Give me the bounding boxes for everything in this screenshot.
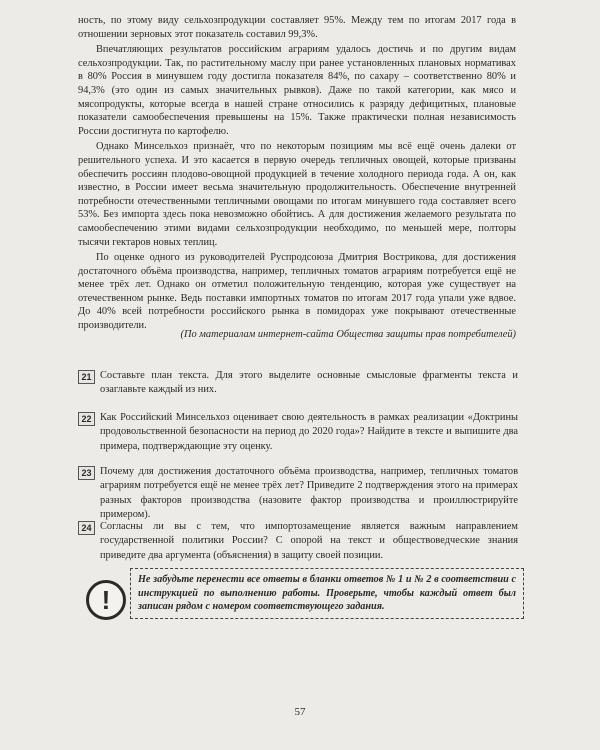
paragraph-4: По оценке одного из руководителей Руспродсоюза Дмитрия Вострикова, для достижения достаточного объёма производства, например, тепличных томатов аграриям потребуется ещё не менее трёх лет. Однако он отметил положительную тенденцию, которая уже существует на отечественном рынке. Ведь поставки импортных томатов по итогам 2017 года упали уже вдвое. До 40% всей потребности российского рынка в помидорах уже покрывают отечественные производители. bbox=[78, 252, 516, 332]
task-21 bbox=[78, 369, 518, 398]
warning-box: Не забудьте перенести все ответы в бланки ответов № 1 и № 2 в соответствии с инструкцией по выполнению работы. Проверьте, чтобы каждый ответ был записан рядом с номером соответствующего задания. bbox=[130, 568, 524, 619]
source-citation: (По материалам интернет-сайта Общества защиты прав потребителей) bbox=[180, 329, 516, 340]
task-number-box: 21 bbox=[78, 370, 95, 384]
task-22 bbox=[78, 411, 518, 454]
task-number-box: 24 bbox=[78, 521, 95, 535]
page-number: 57 bbox=[294, 706, 306, 718]
paragraph-2: Впечатляющих результатов российским аграриям удалось достичь и по другим видам сельхозпродукции. Так, по растительному маслу при ранее установленных плановых нормативах в 80% Россия в минувшем году достигла показателя 84%, по сахару – соответственно 80% и 94,3% (это один из самых значительных рывков). Даже по такой категории, как мясо и мясопродукты, которые всегда в нашей стране относились к разряду дефицитных, плановые показатели самообеспечения превышены на 15%. Также практически полная независимость России достигнута по картофелю. bbox=[78, 44, 516, 137]
task-number-box: 23 bbox=[78, 466, 95, 480]
task-text: Составьте план текста. Для этого выделите основные смысловые фрагменты текста и озаглавьте каждый из них. bbox=[100, 370, 518, 396]
task-text: Почему для достижения достаточного объёма производства, например, тепличных томатов аграриям потребуется ещё не менее трёх лет? Приведите 2 подтверждения этого на примерах разных факторов производства (назовите фактор производства и проиллюстрируйте примером). bbox=[100, 466, 518, 521]
task-text: Согласны ли вы с тем, что импортозамещение является важным направлением государственной политики России? С опорой на текст и обществоведческие знания приведите два аргумента (объяснения) в защиту своей позиции. bbox=[100, 521, 518, 561]
paragraph-3: Однако Минсельхоз признаёт, что по некоторым позициям мы всё ещё очень далеки от решительного успеха. И это касается в первую очередь тепличных овощей, которые призваны обеспечить россиян плодово-овощной продукцией в течение холодного периода года. А он, как известно, в России имеет весьма значительную продолжительность. Обеспечение внутренней потребности отечественными тепличными овощами по итогам минувшего года составляет всего 53%. Без импорта здесь пока невозможно обойтись. А для достижения желаемого результата по самообеспечению этими видами сельхозпродукции необходимо, по меньшей мере, полторы тысячи гектаров новых теплиц. bbox=[78, 141, 516, 248]
task-number-box: 22 bbox=[78, 412, 95, 426]
task-text: Как Российский Минсельхоз оценивает свою деятельность в рамках реализации «Доктрины продовольственной безопасности на период до 2020 года»? Найдите в тексте и выпишите два примера, подтверждающие эту оценку. bbox=[100, 412, 518, 452]
task-23 bbox=[78, 465, 518, 523]
exclamation-icon: ! bbox=[86, 580, 126, 620]
article-text bbox=[78, 14, 516, 335]
task-24 bbox=[78, 520, 518, 563]
paragraph-1: ность, по этому виду сельхозпродукции составляет 95%. Между тем по итогам 2017 года в отношении зерновых этот показатель составил 99,3%. bbox=[78, 15, 516, 40]
